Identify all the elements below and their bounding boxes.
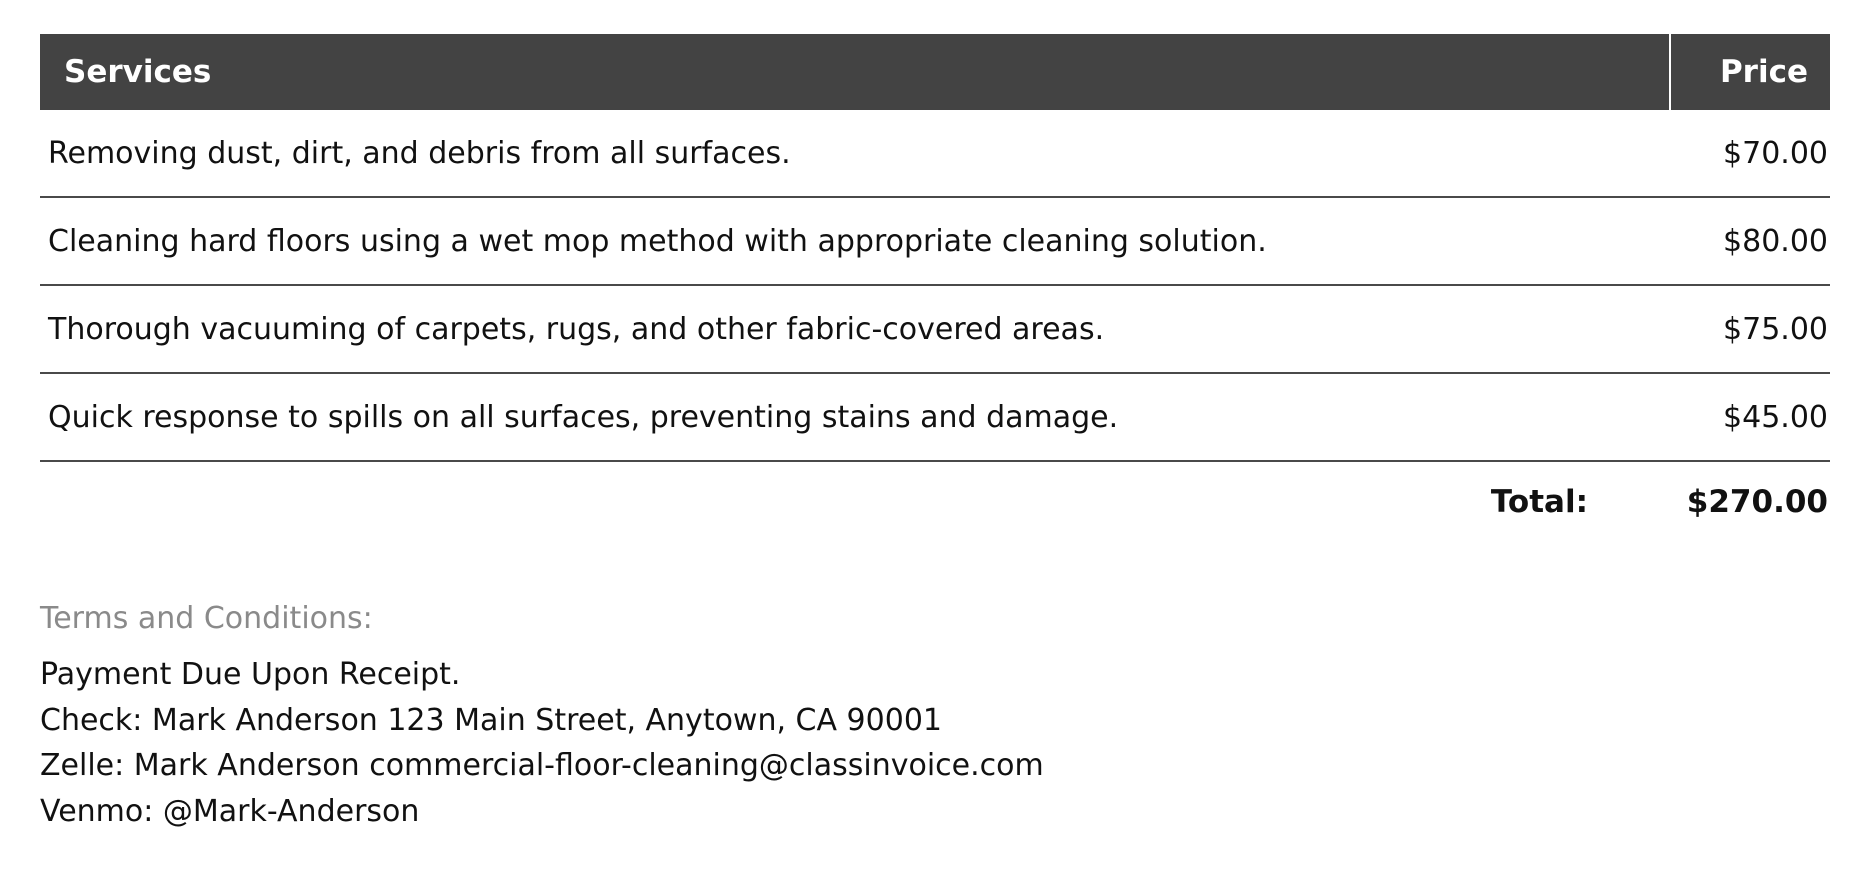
total-row — [40, 461, 1830, 542]
table-body — [40, 110, 1830, 461]
total-value: $270.00 — [1686, 484, 1828, 520]
table-row — [40, 197, 1830, 285]
terms-title: Terms and Conditions: — [40, 601, 373, 636]
terms-line: Payment Due Upon Receipt. — [40, 657, 461, 692]
service-price: $75.00 — [1670, 285, 1830, 373]
table-row — [40, 285, 1830, 373]
service-description: Removing dust, dirt, and debris from all surfaces. — [40, 110, 1670, 197]
services-price-table — [40, 34, 1830, 542]
service-price: $45.00 — [1670, 373, 1830, 461]
column-header-price: Price — [1670, 34, 1830, 110]
table-row — [40, 373, 1830, 461]
terms-and-conditions-section — [40, 601, 1828, 834]
table-row — [40, 110, 1830, 197]
service-description: Thorough vacuuming of carpets, rugs, and other fabric-covered areas. — [40, 285, 1670, 373]
table-header — [40, 34, 1830, 110]
service-description: Cleaning hard floors using a wet mop method with appropriate cleaning solution. — [40, 197, 1670, 285]
terms-line: Venmo: @Mark-Anderson — [40, 793, 420, 829]
column-header-services: Services — [40, 34, 1670, 110]
table-footer — [40, 461, 1830, 542]
total-label: Total: — [1490, 484, 1588, 520]
service-price: $70.00 — [1670, 110, 1830, 197]
service-price: $80.00 — [1670, 197, 1830, 285]
terms-line: Check: Mark Anderson 123 Main Street, Anytown, CA 90001 — [40, 702, 942, 738]
terms-line: Zelle: Mark Anderson commercial-floor-cleaning@classinvoice.com — [40, 748, 1044, 784]
service-description: Quick response to spills on all surfaces, preventing stains and damage. — [40, 373, 1670, 461]
table-header-row — [40, 34, 1830, 110]
